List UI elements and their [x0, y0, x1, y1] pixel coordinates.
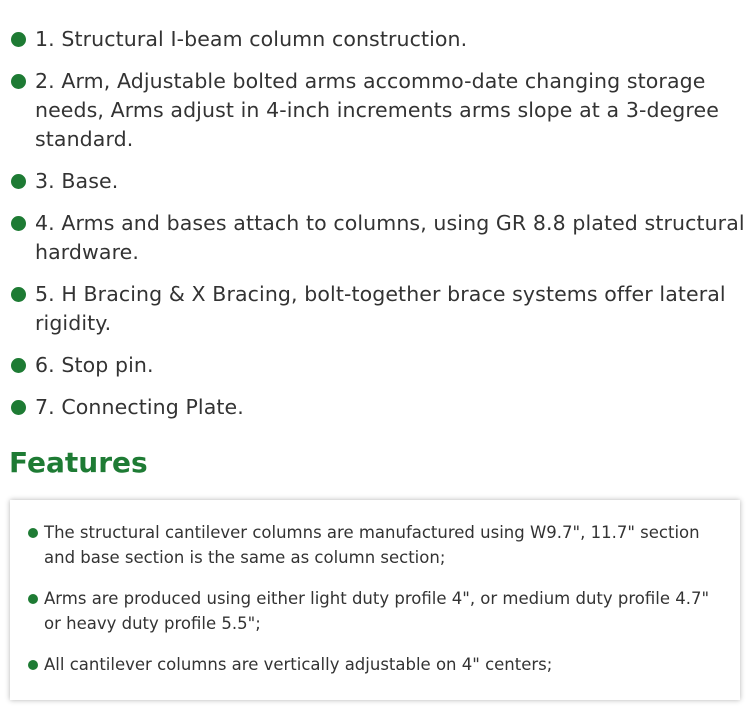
features-heading: Features [9, 446, 148, 479]
list-item-text: 5. H Bracing & X Bracing, bolt-together brace systems offer lateral rigidity. [35, 282, 726, 335]
list-item-text: 6. Stop pin. [35, 353, 154, 377]
bullet-icon [11, 358, 26, 373]
components-list [0, 25, 745, 422]
list-item-text: 1. Structural I-beam column construction. [35, 27, 468, 51]
bullet-icon [28, 528, 38, 538]
list-item [0, 209, 745, 267]
list-item [0, 280, 745, 338]
features-box [10, 500, 740, 700]
bullet-icon [28, 660, 38, 670]
bullet-icon [11, 174, 26, 189]
bullet-icon [11, 216, 26, 231]
feature-item [10, 652, 725, 677]
list-item-text: 2. Arm, Adjustable bolted arms accommo-date changing storage needs, Arms adjust in 4-inch increments arms slope at a 3-degree standard. [35, 69, 719, 151]
bullet-icon [11, 400, 26, 415]
bullet-icon [28, 594, 38, 604]
feature-item-text: Arms are produced using either light duty profile 4", or medium duty profile 4.7" or heavy duty profile 5.5"; [44, 589, 710, 633]
feature-item-text: All cantilever columns are vertically adjustable on 4" centers; [44, 655, 553, 674]
list-item [0, 67, 745, 154]
feature-item-text: The structural cantilever columns are manufactured using W9.7", 11.7" section and base section is the same as column section; [44, 523, 700, 567]
bullet-icon [11, 287, 26, 302]
list-item [0, 393, 745, 422]
list-item [0, 167, 745, 196]
bullet-icon [11, 74, 26, 89]
features-list [10, 520, 725, 677]
list-item-text: 4. Arms and bases attach to columns, using GR 8.8 plated structural hardware. [35, 211, 745, 264]
list-item-text: 7. Connecting Plate. [35, 395, 244, 419]
list-item [0, 25, 745, 54]
feature-item [10, 586, 725, 636]
list-item [0, 351, 745, 380]
feature-item [10, 520, 725, 570]
bullet-icon [11, 32, 26, 47]
list-item-text: 3. Base. [35, 169, 119, 193]
